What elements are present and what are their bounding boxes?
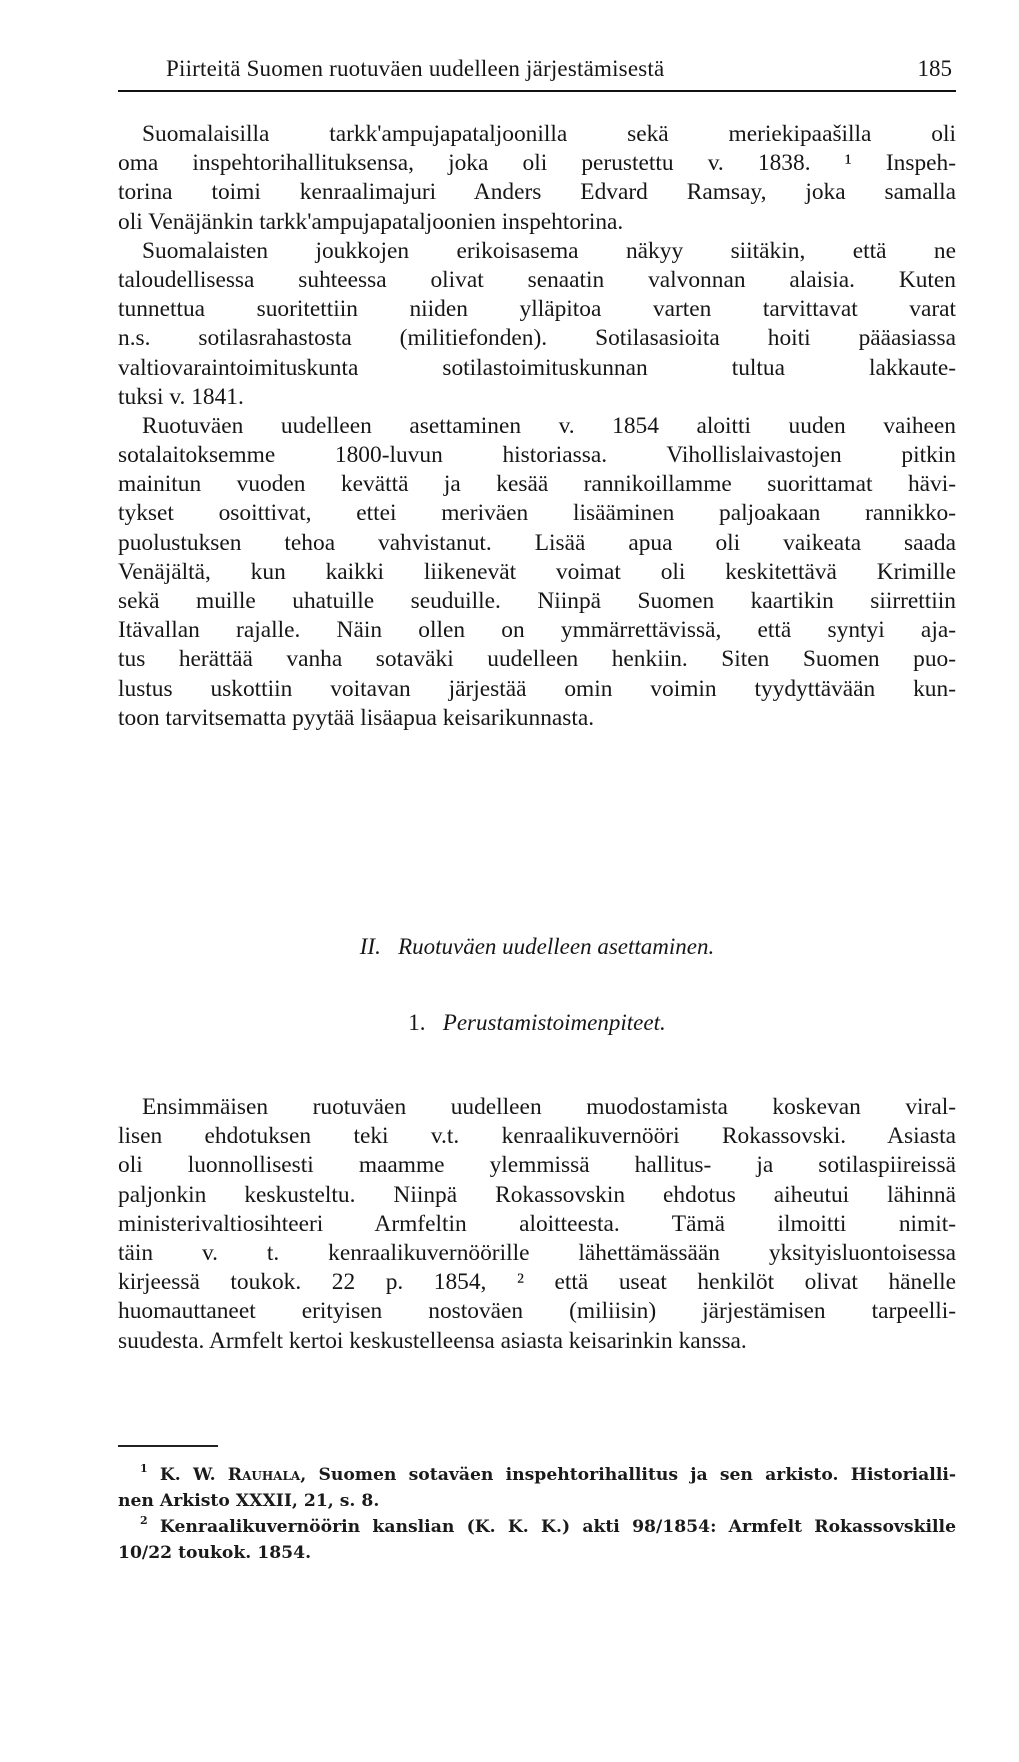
subsection-number: 1. [408,1010,426,1035]
text-line: huomauttaneet erityisen nostoväen (miliisin) järjestämisen tarpeelli- [118,1298,956,1325]
text-line: sekä muille uhatuille seuduille. Niinpä Suomen kaartikin siirrettiin [118,588,956,614]
text-line: oli Venäjänkin tarkk'ampujapataljoonien inspehtorina. [118,208,624,235]
section-number: II. [359,934,381,959]
text-line: torina toimi kenraalimajuri Anders Edvard Ramsay, joka samalla [118,179,956,206]
text-line: taloudellisessa suhteessa olivat senaatin valvonnan alaisia. Kuten [118,266,956,293]
footnote-rule [118,1445,218,1447]
header-rule [118,90,956,92]
paragraph-4 [118,1093,956,1356]
text-line: paljonkin keskusteltu. Niinpä Rokassovskin ehdotus aiheutui lähinnä [118,1181,956,1208]
text-line: valtiovaraintoimituskunta sotilastoimituskunnan tultua lakkaute- [118,354,956,381]
section-heading [118,934,956,960]
footnote-1 [118,1462,956,1514]
footnote-text: Kenraalikuvernöörin kanslian (K. K. K.) akti 98/1854: Armfelt Rokassovskille [159,1517,957,1537]
page-number: 185 [917,56,952,81]
section-title: Ruotuväen uudelleen asettaminen. [398,934,715,959]
footnote-marker: 1 [140,1462,148,1475]
footnote-2 [118,1514,956,1566]
text-line: Ruotuväen uudelleen asettaminen v. 1854 aloitti uuden vaiheen [142,412,956,439]
text-line: ministerivaltiosihteeri Armfeltin aloitteesta. Tämä ilmoitti nimit- [118,1210,956,1237]
footnote-marker: 2 [140,1514,148,1527]
text-line: oli luonnollisesti maamme ylemmissä hallitus- ja sotilaspiireissä [118,1152,956,1179]
text-line: Venäjältä, kun kaikki liikenevät voimat oli keskitettävä Krimille [118,558,956,585]
text-line: tus herättää vanha sotaväki uudelleen henkiin. Siten Suomen puo- [118,646,956,673]
text-line: kirjeessä toukok. 22 p. 1854, ² että useat henkilöt olivat hänelle [118,1269,956,1296]
text-line: täin v. t. kenraalikuvernöörille lähettämässään yksityisluontoisessa [118,1239,956,1266]
footnote-line: 10/22 toukok. 1854. [118,1543,312,1563]
text-line: Itävallan rajalle. Näin ollen on ymmärrettävissä, että syntyi aja- [118,617,956,644]
text-line: puolustuksen tehoa vahvistanut. Lisää apua oli vaikeata saada [118,529,956,556]
footnote-author: K. W. Rauhala, [159,1465,307,1485]
subsection-title: Perustamistoimenpiteet. [442,1010,666,1035]
paragraph-2 [118,237,956,412]
text-line: suudesta. Armfelt kertoi keskustelleensa asiasta keisarinkin kanssa. [118,1327,747,1354]
text-line: sotalaitoksemme 1800-luvun historiassa. Vihollislaivastojen pitkin [118,442,956,469]
body-text [118,120,956,733]
running-title: Piirteitä Suomen ruotuväen uudelleen järjestämisestä [166,56,665,81]
text-line: mainitun vuoden kevättä ja kesää rannikoillamme suorittamat hävi- [118,471,956,498]
text-line: toon tarvitsematta pyytää lisäapua keisarikunnasta. [118,704,595,731]
text-line: Ensimmäisen ruotuväen uudelleen muodostamista koskevan viral- [142,1094,956,1120]
running-header [166,56,952,88]
text-line: tuksi v. 1841. [118,383,244,410]
paragraph-3 [118,412,956,733]
text-line: Suomalaisten joukkojen erikoisasema näkyy siitäkin, että ne [142,237,956,264]
footnote-line [118,1462,956,1488]
subsection-heading [118,1010,956,1036]
footnotes [118,1462,956,1566]
footnote-line [118,1514,956,1540]
footnote-text: Suomen sotaväen inspehtorihallitus ja sen arkisto. Historialli- [318,1465,957,1485]
text-line: tykset osoittivat, ettei meriväen lisääminen paljoakaan rannikko- [118,500,956,527]
footnote-line: nen Arkisto XXXII, 21, s. 8. [118,1491,380,1511]
text-line: lustus uskottiin voitavan järjestää omin voimin tyydyttävään kun- [118,675,956,702]
text-line: n.s. sotilasrahastosta (militiefonden). Sotilasasioita hoiti pääasiassa [118,325,956,352]
paragraph-1 [118,120,956,237]
text-line: oma inspehtorihallituksensa, joka oli perustettu v. 1838. ¹ Inspeh- [118,150,956,177]
text-line: Suomalaisilla tarkk'ampujapataljoonilla sekä meriekipaašilla oli [142,121,956,147]
text-line: lisen ehdotuksen teki v.t. kenraalikuvernööri Rokassovski. Asiasta [118,1123,956,1150]
text-line: tunnettua suoritettiin niiden ylläpitoa varten tarvittavat varat [118,296,956,323]
